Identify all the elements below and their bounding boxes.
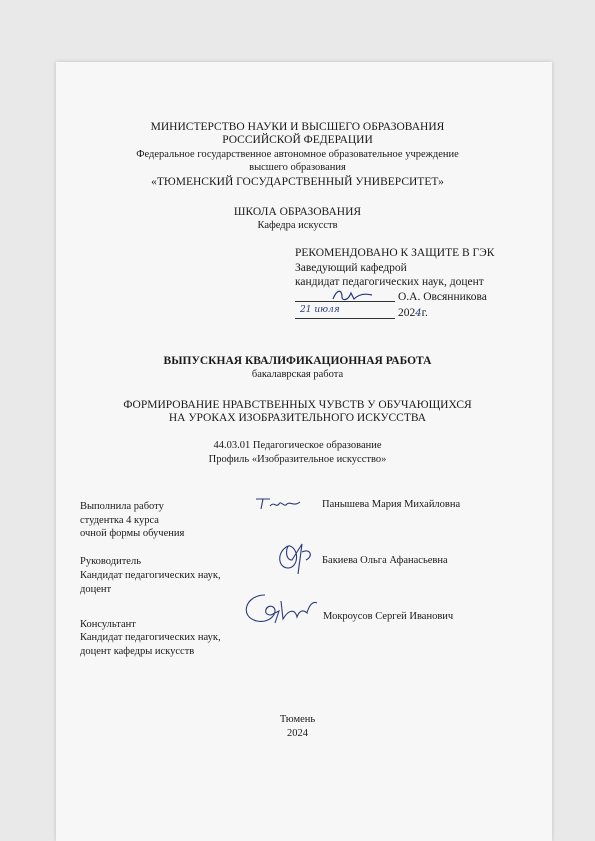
- consultant-signature: [237, 589, 321, 629]
- work-subtype: бакалаврская работа: [251, 369, 344, 380]
- supervisor-signature: [272, 538, 318, 576]
- author-signature: [252, 494, 304, 512]
- work-type: ВЫПУСКНАЯ КВАЛИФИКАЦИОННАЯ РАБОТА: [163, 355, 432, 367]
- specialty-code: 44.03.01 Педагогическое образование: [213, 440, 382, 451]
- author-label-2: студентка 4 курса: [80, 515, 159, 526]
- consultant-label-3: доцент кафедры искусств: [80, 646, 195, 657]
- work-title-line-2: НА УРОКАХ ИЗОБРАЗИТЕЛЬНОГО ИСКУССТВА: [168, 412, 427, 424]
- year: 2024: [287, 728, 308, 739]
- approval-title: РЕКОМЕНДОВАНО К ЗАЩИТЕ В ГЭК: [295, 247, 495, 259]
- approval-date-line: [295, 318, 395, 319]
- author-label-1: Выполнила работу: [80, 501, 164, 512]
- department-name: Кафедра искусств: [257, 220, 338, 231]
- school-name: ШКОЛА ОБРАЗОВАНИЯ: [233, 206, 362, 218]
- city: Тюмень: [279, 714, 316, 725]
- work-title-line-1: ФОРМИРОВАНИЕ НРАВСТВЕННЫХ ЧУВСТВ У ОБУЧАЮЩИХСЯ: [123, 399, 472, 411]
- approval-role: Заведующий кафедрой: [295, 262, 407, 274]
- consultant-label-1: Консультант: [80, 619, 136, 630]
- supervisor-label-3: доцент: [80, 584, 112, 595]
- supervisor-label-1: Руководитель: [80, 556, 141, 567]
- ministry-line-2: РОССИЙСКОЙ ФЕДЕРАЦИИ: [222, 134, 373, 146]
- specialty-profile: Профиль «Изобразительное искусство»: [208, 454, 387, 465]
- approval-year: 2024г.: [398, 307, 428, 319]
- supervisor-name: Бакиева Ольга Афанасьевна: [322, 555, 448, 566]
- approval-degree: кандидат педагогических наук, доцент: [295, 276, 484, 288]
- author-name: Панышева Мария Михайловна: [322, 499, 461, 510]
- institution-level-line: высшего образования: [249, 162, 346, 173]
- approval-date-handwritten: 21 июля: [300, 305, 340, 315]
- consultant-label-2: Кандидат педагогических наук,: [80, 632, 221, 643]
- head-name: О.А. Овсянникова: [398, 291, 487, 303]
- approval-signature: [330, 286, 375, 304]
- university-name: «ТЮМЕНСКИЙ ГОСУДАРСТВЕННЫЙ УНИВЕРСИТЕТ»: [151, 176, 444, 188]
- consultant-name: Мокроусов Сергей Иванович: [323, 611, 454, 622]
- supervisor-label-2: Кандидат педагогических наук,: [80, 570, 221, 581]
- institution-type-line: Федеральное государственное автономное образовательное учреждение: [136, 149, 459, 160]
- author-label-3: очной формы обучения: [80, 528, 185, 539]
- ministry-line-1: МИНИСТЕРСТВО НАУКИ И ВЫСШЕГО ОБРАЗОВАНИЯ: [150, 121, 445, 133]
